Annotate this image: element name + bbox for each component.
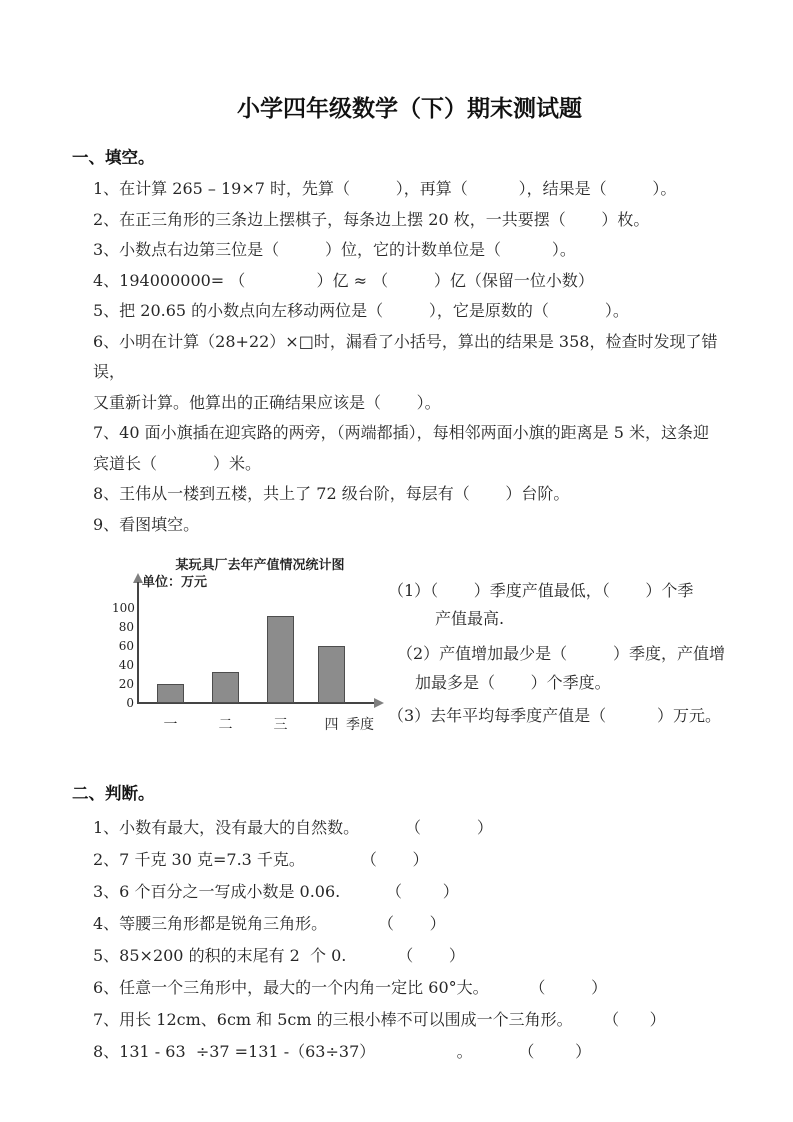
chart-question-1-line1: （1）（ ）季度产值最低，（ ）个季: [388, 581, 694, 600]
judge-question-1: 1、小数有最大，没有最大的自然数。 （ ）: [93, 818, 493, 837]
y-tick-80: 80: [118, 620, 134, 634]
y-tick-20: 20: [118, 677, 134, 691]
chart-question-2-line2: 加最多是（ ）个季度。: [415, 673, 611, 692]
y-tick-60: 60: [118, 639, 134, 653]
judge-question-8: 8、131 - 63 ÷37 =131 -（63÷37） 。 （ ）: [93, 1042, 592, 1061]
fill-question-6-line2: 又重新计算。他算出的正确结果应该是（ ）。: [93, 392, 441, 412]
y-axis-line: [137, 582, 139, 704]
y-tick-0: 0: [126, 696, 134, 710]
fill-question-7-line1: 7、40 面小旗插在迎宾路的两旁，（两端都插），每相邻两面小旗的距离是 5 米，这条迎: [93, 423, 709, 442]
chart-title: 某玩具厂去年产值情况统计图: [175, 558, 345, 573]
fill-question-9: 9、看图填空。: [93, 514, 200, 534]
section-judge-heading: 二、判断。: [72, 784, 155, 803]
judge-question-5: 5、85×200 的积的末尾有 2 个 0. （ ）: [93, 946, 465, 965]
chart-figure-row: [72, 554, 747, 752]
x-axis-arrow-icon: [374, 698, 384, 708]
section-fill-heading: 一、填空。: [72, 148, 155, 167]
judge-question-list: [72, 812, 747, 1068]
y-tick-40: 40: [118, 658, 134, 672]
fill-question-2: 2、在正三角形的三条边上摆棋子，每条边上摆 20 枚，一共要摆（ ）枚。: [93, 209, 650, 229]
judge-question-3: 3、6 个百分之一写成小数是 0.06. （ ）: [93, 882, 459, 901]
bar-chart: [112, 554, 390, 752]
judge-question-7: 7、用长 12cm、6cm 和 5cm 的三根小棒不可以围成一个三角形。 （ ）: [93, 1010, 666, 1029]
chart-question-1-line2: 产值最高.: [435, 609, 505, 628]
x-category-1: 一: [163, 717, 178, 733]
bar-quarter-3: [267, 616, 294, 703]
chart-question-column: [388, 580, 760, 727]
chart-question-2-line1: （2）产值增加最少是（ ）季度，产值增: [397, 644, 725, 663]
bar-quarter-2: [212, 672, 239, 703]
fill-question-1: 1、在计算 265 – 19×7 时，先算（ ），再算（ ），结果是（ ）。: [93, 179, 677, 198]
fill-question-6-line1: 6、小明在计算（28+22）×□时，漏看了小括号，算出的结果是 358，检查时发现了错误，: [93, 331, 718, 381]
judge-question-4: 4、等腰三角形都是锐角三角形。 （ ）: [93, 914, 446, 933]
x-category-2: 二: [218, 717, 233, 733]
bar-quarter-4: [318, 646, 345, 703]
chart-question-3: （3）去年平均每季度产值是（ ）万元。: [388, 706, 722, 725]
fill-question-list: [72, 174, 747, 540]
page-title: 小学四年级数学（下）期末测试题: [237, 95, 582, 122]
chart-unit-label: 单位：万元: [142, 575, 208, 590]
fill-question-5: 5、把 20.65 的小数点向左移动两位是（ ），它是原数的（ ）。: [93, 301, 629, 320]
fill-question-7-line2: 宾道长（ ）米。: [93, 453, 261, 473]
fill-question-4: 4、194000000= （ ）亿 ≈ （ ）亿（保留一位小数）: [93, 270, 594, 290]
fill-question-3: 3、小数点右边第三位是（ ）位，它的计数单位是（ ）。: [93, 240, 576, 259]
bar-quarter-1: [157, 684, 184, 703]
x-category-4: 四: [324, 717, 339, 733]
x-axis-label: 季度: [346, 717, 374, 733]
y-tick-100: 100: [112, 601, 135, 615]
fill-question-8: 8、王伟从一楼到五楼，共上了 72 级台阶，每层有（ ）台阶。: [93, 484, 570, 503]
judge-question-2: 2、7 千克 30 克=7.3 千克。 （ ）: [93, 850, 429, 869]
x-category-3: 三: [273, 717, 288, 733]
judge-question-6: 6、任意一个三角形中，最大的一个内角一定比 60°大。 （ ）: [93, 978, 608, 997]
